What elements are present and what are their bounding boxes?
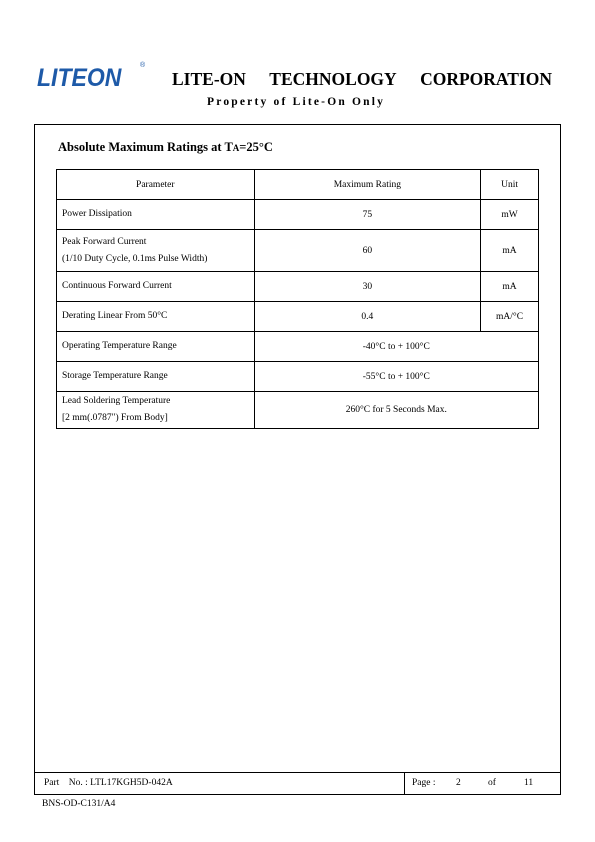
param-line: Lead Soldering Temperature <box>62 396 171 406</box>
param-line: [2 mm(.0787") From Body] <box>62 413 168 423</box>
property-notice: Property of Lite-On Only <box>207 96 386 108</box>
rating-cell: 0.4 <box>254 302 480 332</box>
param-cell: Continuous Forward Current <box>57 272 255 302</box>
param-cell <box>57 230 255 272</box>
ratings-table <box>56 169 539 429</box>
company-word-1: LITE-ON <box>172 69 246 89</box>
unit-cell: mA <box>481 230 539 272</box>
of-label: of <box>488 778 496 788</box>
param-cell: Storage Temperature Range <box>57 362 255 392</box>
rating-cell: 60 <box>254 230 480 272</box>
rating-cell: 75 <box>254 200 480 230</box>
param-line: Peak Forward Current <box>62 236 147 247</box>
unit-cell: mA <box>481 272 539 302</box>
table-row <box>57 302 539 332</box>
table-row <box>57 362 539 392</box>
document-number: BNS-OD-C131/A4 <box>42 799 116 809</box>
section-title <box>58 140 273 155</box>
page-total: 11 <box>524 778 534 788</box>
part-number: Part No. : LTL17KGH5D-042A <box>44 778 173 788</box>
footer-divider <box>404 773 405 795</box>
rating-cell: 260°C for 5 Seconds Max. <box>254 392 538 429</box>
page-footer <box>34 772 561 795</box>
rating-cell: -55°C to + 100°C <box>254 362 538 392</box>
table-row <box>57 200 539 230</box>
header-max-rating: Maximum Rating <box>254 170 480 200</box>
logo-text: LITEON <box>37 64 122 92</box>
table-row <box>57 392 539 429</box>
table-row <box>57 332 539 362</box>
company-name <box>172 69 552 90</box>
page-indicator <box>412 778 552 788</box>
page-number: 2 <box>456 778 461 788</box>
page-label: Page : <box>412 778 436 788</box>
table-row <box>57 230 539 272</box>
title-subscript: A <box>232 143 240 153</box>
liteon-logo <box>37 64 147 92</box>
param-line: (1/10 Duty Cycle, 0.1ms Pulse Width) <box>62 253 208 264</box>
param-cell: Derating Linear From 50°C <box>57 302 255 332</box>
registered-mark: ® <box>140 62 146 69</box>
param-cell <box>57 392 255 429</box>
company-word-2: TECHNOLOGY <box>269 69 397 89</box>
unit-cell: mA/°C <box>481 302 539 332</box>
title-main: Absolute Maximum Ratings at T <box>58 140 233 154</box>
company-word-3: CORPORATION <box>420 69 552 89</box>
table-row <box>57 272 539 302</box>
title-end: =25°C <box>239 140 273 154</box>
table-header-row <box>57 170 539 200</box>
rating-cell: 30 <box>254 272 480 302</box>
header-parameter: Parameter <box>57 170 255 200</box>
unit-cell: mW <box>481 200 539 230</box>
param-cell: Operating Temperature Range <box>57 332 255 362</box>
header-unit: Unit <box>481 170 539 200</box>
rating-cell: -40°C to + 100°C <box>254 332 538 362</box>
param-cell: Power Dissipation <box>57 200 255 230</box>
